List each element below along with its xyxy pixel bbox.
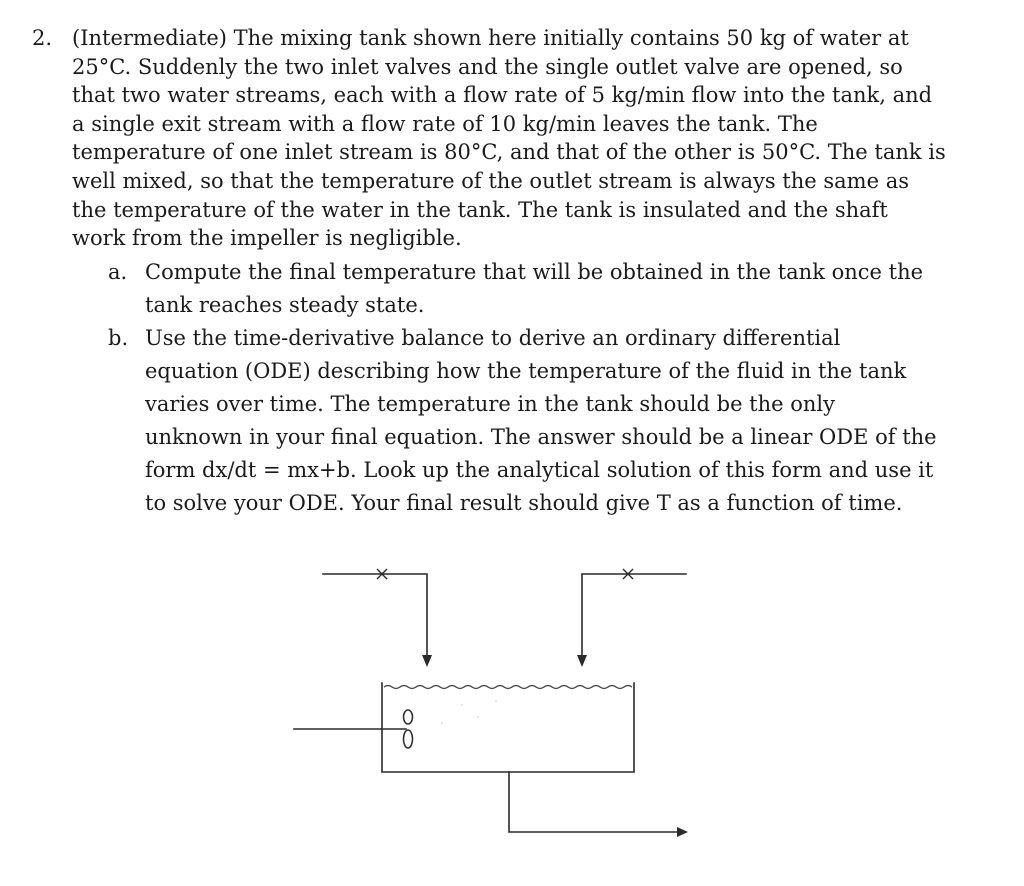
part-a-line: tank reaches steady state. [145, 293, 425, 317]
tank-walls [382, 683, 634, 772]
left-inlet-pipe [323, 574, 427, 655]
statement-line: the temperature of the water in the tank. The tank is insulated and the shaft [72, 197, 888, 222]
statement-line: temperature of one inlet stream is 80°C, and that of the other is 50°C. The tank is [72, 140, 946, 165]
part-b-line: to solve your ODE. Your final result should give T as a function of time. [145, 491, 903, 515]
part-b-line: unknown in your final equation. The answer should be a linear ODE of the [145, 425, 937, 449]
right-inlet-arrow-icon [577, 655, 587, 667]
statement-line: that two water streams, each with a flow rate of 5 kg/min flow into the tank, and [72, 83, 933, 108]
part-b-marker: b. [108, 326, 129, 350]
part-a-marker: a. [108, 260, 128, 284]
statement-line: well mixed, so that the temperature of the outlet stream is always the same as [72, 168, 909, 193]
part-b-text [145, 322, 937, 520]
problem-statement [72, 24, 946, 253]
right-inlet-pipe [582, 574, 686, 655]
outlet-arrow-icon [677, 827, 688, 837]
part-b-line: Use the time-derivative balance to derive an ordinary differential [145, 326, 841, 350]
part-b-line: varies over time. The temperature in the tank should be the only [145, 392, 835, 416]
part-a-line: Compute the final temperature that will be obtained in the tank once the [145, 260, 924, 284]
left-inlet-arrow-icon [422, 655, 432, 667]
statement-line: work from the impeller is negligible. [72, 226, 462, 251]
statement-line: a single exit stream with a flow rate of 10 kg/min leaves the tank. The [72, 111, 818, 136]
part-b-line: equation (ODE) describing how the temperature of the fluid in the tank [145, 359, 907, 383]
liquid-speckle [441, 700, 497, 724]
statement-line: 25°C. Suddenly the two inlet valves and the single outlet valve are opened, so [72, 54, 903, 79]
problem-number: 2. [32, 26, 53, 50]
statement-line: (Intermediate) The mixing tank shown here initially contains 50 kg of water at [72, 26, 909, 50]
mixing-tank-diagram [282, 555, 702, 855]
liquid-surface [384, 686, 632, 689]
outlet-pipe [509, 772, 677, 832]
part-a-text [145, 256, 925, 322]
part-b-line: form dx/dt = mx+b. Look up the analytical solution of this form and use it [145, 458, 934, 482]
